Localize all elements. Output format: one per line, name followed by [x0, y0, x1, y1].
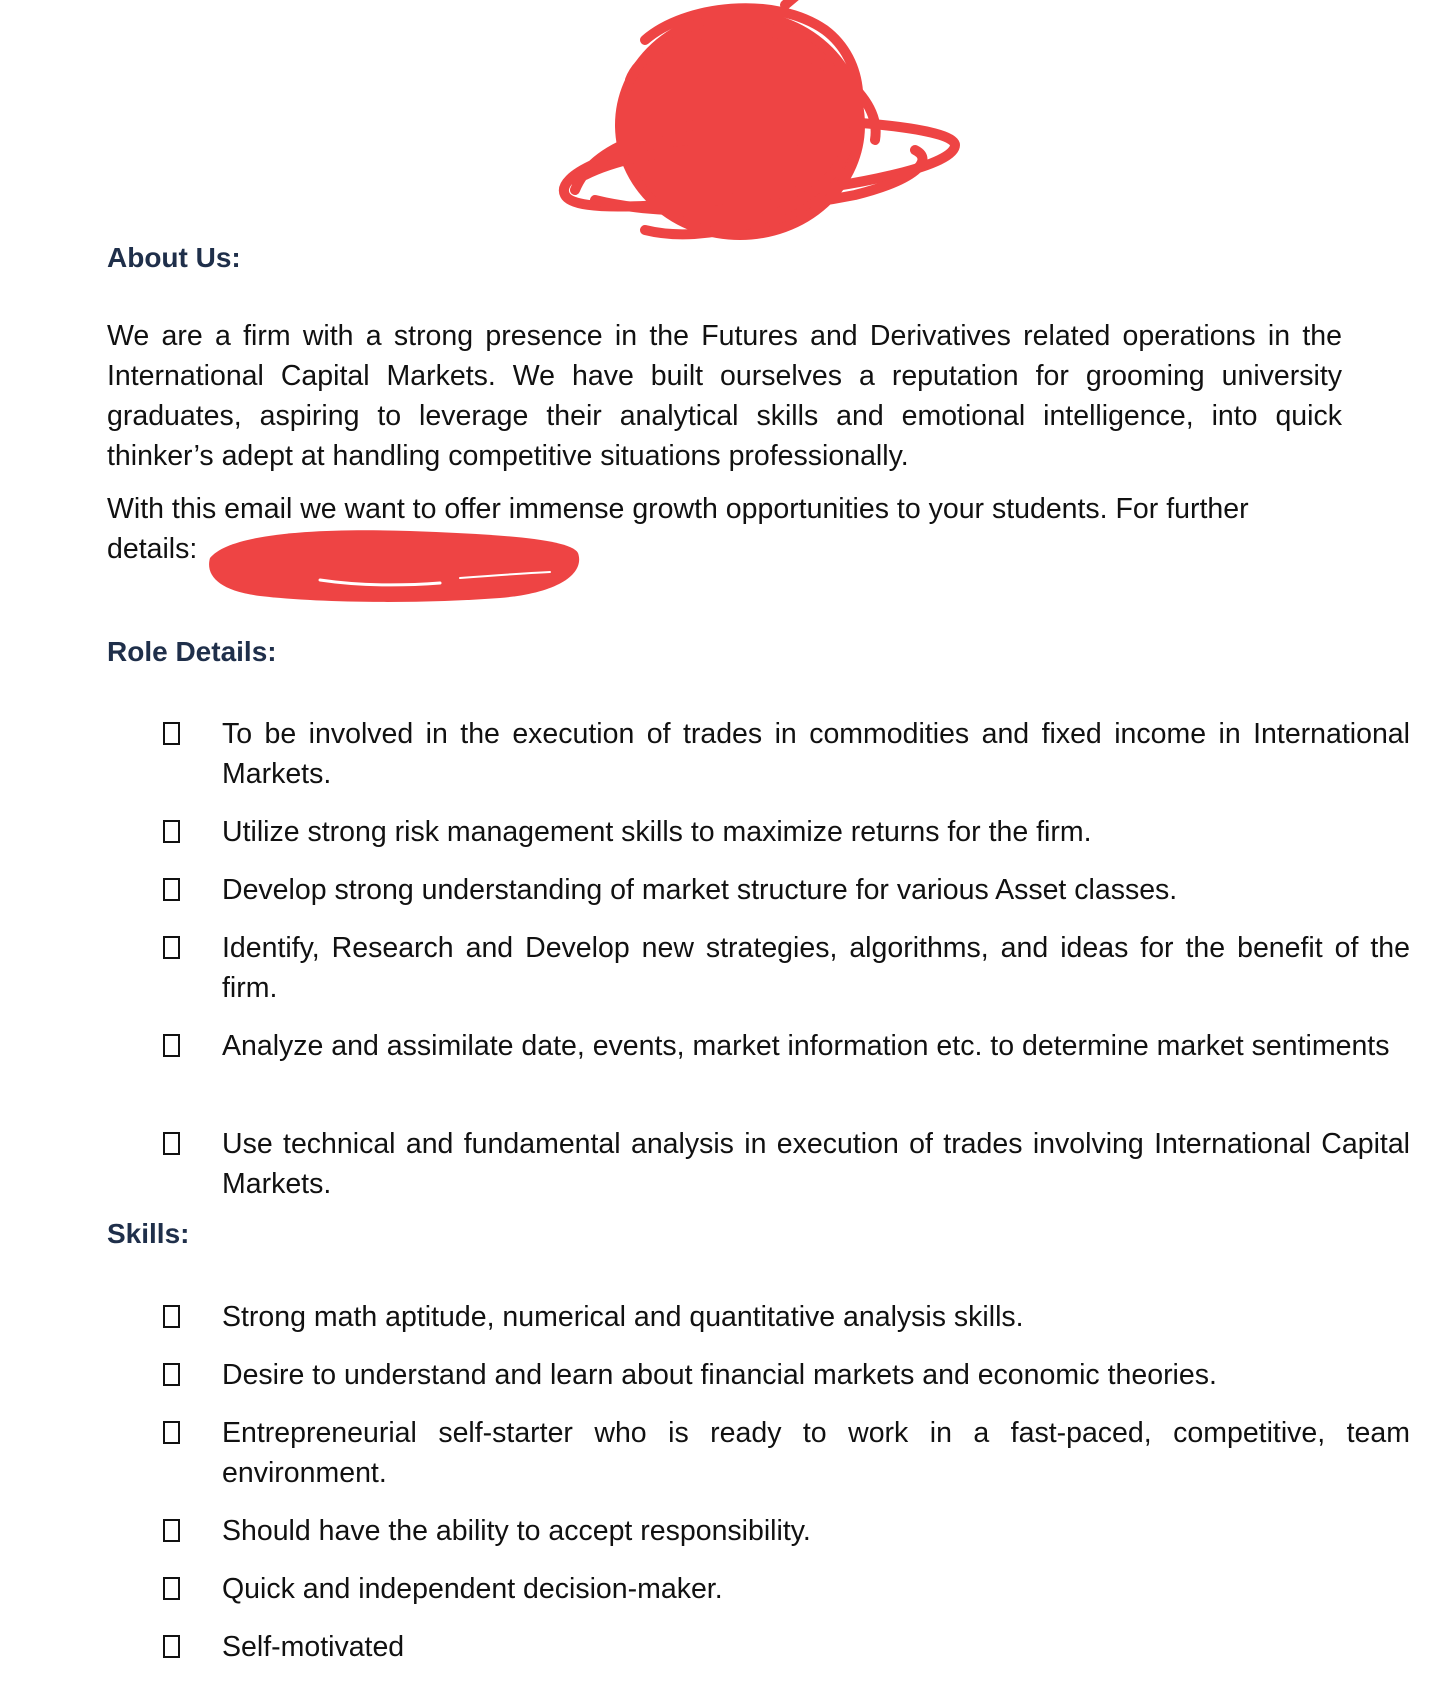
list-item-text: Self-motivated: [222, 1631, 405, 1663]
list-item: [160, 1511, 1410, 1551]
list-item-text: To be involved in the execution of trades in commodities and fixed income in International Markets.: [222, 718, 1410, 790]
checkbox-icon: [163, 878, 180, 901]
list-item: [160, 1413, 1410, 1493]
list-item: [160, 1355, 1410, 1395]
list-item-text: Use technical and fundamental analysis in execution of trades involving International Capital Markets.: [222, 1128, 1410, 1200]
list-item: [160, 1026, 1410, 1066]
list-item: [160, 870, 1410, 910]
list-item: [160, 1627, 1410, 1667]
details-label: details:: [107, 533, 198, 565]
list-item-text: Analyze and assimilate date, events, market information etc. to determine market sentiments: [222, 1030, 1390, 1062]
checkbox-icon: [163, 1132, 180, 1155]
list-item: [160, 812, 1410, 852]
list-item-text: Quick and independent decision-maker.: [222, 1573, 723, 1605]
list-item-text: Utilize strong risk management skills to maximize returns for the firm.: [222, 816, 1092, 848]
checkbox-icon: [163, 1421, 180, 1444]
list-item: [160, 928, 1410, 1008]
checkbox-icon: [163, 936, 180, 959]
checkbox-icon: [163, 820, 180, 843]
about-us-paragraph: We are a firm with a strong presence in the Futures and Derivatives related operations in the International Capital Markets. We have built ourselves a reputation for grooming university graduates, aspiring to leverage their analytical skills and emotional intelligence, into quick thinker’s adept at handling competitive situations professionally.: [107, 320, 1342, 472]
skills-heading: Skills:: [107, 1218, 190, 1249]
list-item-text: Entrepreneurial self-starter who is ready to work in a fast-paced, competitive, team environment.: [222, 1417, 1410, 1489]
list-item-text: Desire to understand and learn about financial markets and economic theories.: [222, 1359, 1217, 1391]
redacted-logo-scribble: [535, 0, 965, 255]
checkbox-icon: [163, 1034, 180, 1057]
list-item: [160, 1569, 1410, 1609]
list-item-text: Develop strong understanding of market structure for various Asset classes.: [222, 874, 1178, 906]
list-item-text: Strong math aptitude, numerical and quantitative analysis skills.: [222, 1301, 1024, 1333]
list-item-text: Identify, Research and Develop new strategies, algorithms, and ideas for the benefit of the firm.: [222, 932, 1410, 1004]
about-us-heading: About Us:: [107, 242, 241, 273]
checkbox-icon: [163, 722, 180, 745]
list-item: [160, 714, 1410, 794]
checkbox-icon: [163, 1635, 180, 1658]
role-details-heading: Role Details:: [107, 636, 277, 667]
checkbox-icon: [163, 1519, 180, 1542]
list-item: [160, 1124, 1410, 1204]
list-item-text: Should have the ability to accept responsibility.: [222, 1515, 811, 1547]
checkbox-icon: [163, 1305, 180, 1328]
redacted-contact-details: [200, 528, 585, 606]
checkbox-icon: [163, 1363, 180, 1386]
growth-opportunities-paragraph: With this email we want to offer immense growth opportunities to your students. For further: [107, 493, 1249, 525]
checkbox-icon: [163, 1577, 180, 1600]
list-item: [160, 1297, 1410, 1337]
